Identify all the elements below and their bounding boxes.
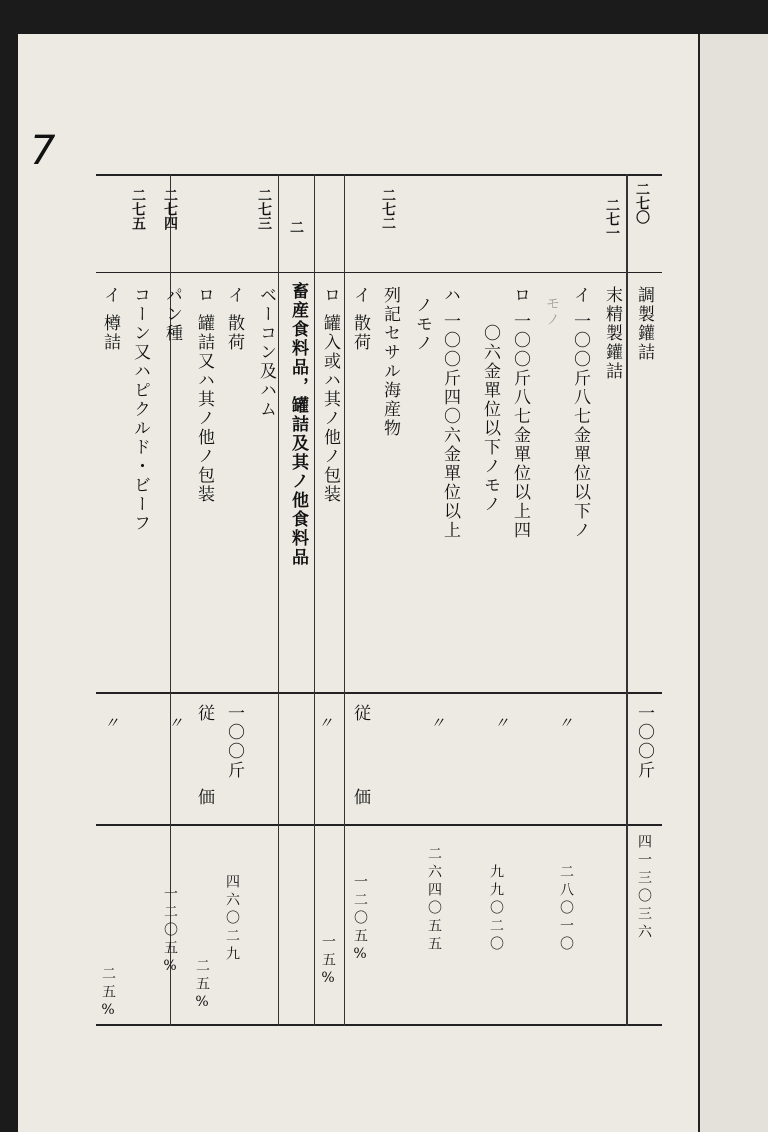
ditto-mark: 〃	[430, 714, 446, 732]
table-top-rule	[96, 174, 662, 176]
ditto-mark: 〃	[318, 714, 334, 732]
code-column-rule	[96, 272, 662, 273]
item-name: 樽詰	[100, 314, 120, 352]
description-column-rule	[96, 692, 662, 694]
item-rate: 九九〇二〇	[488, 864, 504, 954]
item-name-continuation: モノ	[544, 296, 560, 328]
item-name: 罐入或ハ其ノ他ノ包装	[320, 314, 340, 504]
item-code: 二七〇	[634, 182, 650, 224]
item-unit: 従	[350, 704, 370, 723]
row-rule	[278, 174, 279, 1026]
item-rate: 二六四〇五五	[426, 846, 442, 954]
item-code: 二七一	[604, 198, 620, 240]
item-name: パン種	[162, 286, 182, 343]
item-name: 一〇〇斤八七金單位以下ノ	[570, 312, 590, 540]
ditto-mark: 〃	[494, 714, 510, 732]
item-unit: 一〇〇斤	[634, 704, 654, 780]
item-name: 罐詰又ハ其ノ他ノ包装	[194, 314, 214, 504]
item-name: 一〇〇斤四〇六金單位以上	[440, 312, 460, 540]
item-name-continuation: 〇六金單位以下ノモノ	[480, 324, 500, 514]
item-name: 散荷	[350, 314, 370, 352]
page-number: 7	[30, 128, 56, 174]
item-unit-suffix: 価	[194, 788, 214, 807]
item-code: 二七五	[130, 188, 146, 230]
item-name: 列記セサル海産物	[380, 286, 400, 438]
item-code: 二七三	[256, 188, 272, 230]
sub-item-letter: イ	[100, 286, 120, 305]
table-bottom-rule	[96, 1024, 662, 1026]
ditto-mark: 〃	[168, 714, 184, 732]
item-rate: 四六〇二九	[224, 874, 240, 964]
adjacent-page-edge	[698, 34, 768, 1132]
item-unit: 一〇〇斤	[224, 704, 244, 780]
item-rate: 二五%	[100, 966, 116, 1022]
sub-item-letter: ロ	[194, 286, 214, 305]
item-name: 末精製鑵詰	[602, 286, 622, 381]
item-rate: 二八〇一〇	[558, 864, 574, 954]
item-rate: 一五%	[320, 934, 336, 990]
sub-item-letter: ハ	[440, 286, 460, 305]
item-code: 二七四	[162, 188, 178, 230]
item-name-continuation: ノモノ	[412, 296, 432, 353]
item-name: 一〇〇斤八七金單位以上四	[510, 312, 530, 540]
ditto-mark: 〃	[104, 714, 120, 732]
item-name: 散荷	[224, 314, 244, 352]
unit-column-rule	[96, 824, 662, 826]
item-rate: 四一三〇三六	[636, 834, 652, 942]
sub-item-letter: ロ	[320, 286, 340, 305]
ditto-mark: 〃	[558, 714, 574, 732]
tariff-table	[96, 174, 662, 1026]
item-unit: 従	[194, 704, 214, 723]
row-rule	[344, 174, 345, 1026]
row-rule	[626, 174, 628, 1026]
sub-item-letter: ロ	[510, 286, 530, 305]
section-mark: 二	[288, 220, 304, 234]
item-rate: 一二〇五%	[162, 886, 178, 978]
item-unit-suffix: 価	[350, 788, 370, 807]
item-name: 調製鑵詰	[634, 286, 654, 362]
section-heading: 畜産食料品，罐詰及其ノ他食料品	[288, 282, 308, 567]
row-rule	[314, 174, 315, 1026]
item-rate: 一二〇五%	[352, 874, 368, 966]
sub-item-letter: イ	[570, 286, 590, 305]
sub-item-letter: イ	[224, 286, 244, 305]
item-code: 二七二	[380, 188, 396, 230]
item-rate: 二五%	[194, 958, 210, 1014]
sub-item-letter: イ	[350, 286, 370, 305]
item-name: ベーコン及ハム	[256, 286, 276, 419]
item-name: コーン又ハピクルド・ビーフ	[130, 286, 150, 533]
